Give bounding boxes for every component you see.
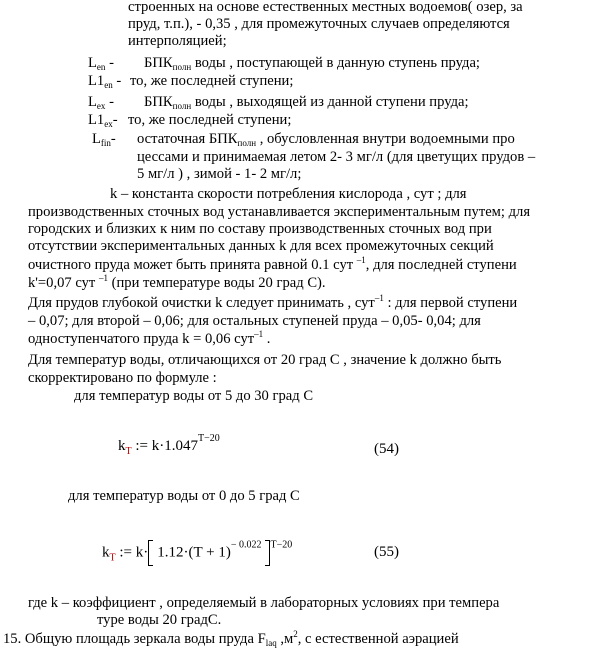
k-def-1: k – константа скорости потребления кислорода , сут ; для (110, 186, 467, 202)
k-def-6a: k'=0,07 сут (28, 275, 99, 291)
def-lfin-symbol: L (92, 131, 101, 147)
deep-1b: : для первой ступени (383, 295, 518, 311)
def-len (88, 55, 114, 71)
formula-54-assign: := (131, 438, 152, 454)
def-lex-desc: воды , выходящей из данной ступени пруда; (191, 94, 469, 110)
def-len-pre: БПК (144, 55, 173, 71)
deep-1-sup: –1 (374, 293, 384, 303)
formula-54-lhs: k (118, 438, 126, 454)
def-lfin (92, 131, 116, 147)
item-15 (3, 631, 459, 647)
where-1: где k – коэффициент , определяемый в лабораторных условиях при темпера (28, 595, 500, 611)
def-l1ex-text: то, же последней ступени; (128, 112, 292, 128)
def-lex (88, 94, 114, 110)
left-bracket (148, 540, 153, 566)
formula-54-lhs-sub: T (125, 446, 132, 457)
def-len-text (144, 55, 480, 71)
intro-line-3: интерполяцией; (128, 33, 227, 49)
def-l1en-symbol: L1 (88, 73, 105, 89)
def-lfin-desc: , обусловленная внутри водоемными про (256, 131, 515, 147)
lfin-cont-2: 5 мг/л ) , зимой - 1- 2 мг/л; (137, 166, 302, 182)
temp-1: Для температур воды, отличающихся от 20 град С , значение k должно быть (28, 352, 502, 368)
item-15-a: 15. Общую площадь зеркала воды пруда F (3, 631, 266, 647)
k-def-5-sup: –1 (356, 255, 366, 265)
def-l1ex-symbol: L1 (88, 112, 105, 128)
deep-1a: Для прудов глубокой очистки k следует принимать , сут (28, 295, 375, 311)
def-l1en-text: то, же последней ступени; (130, 73, 294, 89)
deep-3-sup: –1 (254, 329, 264, 339)
def-len-dash: - (105, 55, 114, 71)
deep-2: – 0,07; для второй – 0,06; для остальных ступеней пруда – 0,05- 0,04; для (28, 313, 481, 329)
item-15-c: , с естественной аэрацией (297, 631, 459, 647)
def-l1en-sub: en (104, 80, 113, 90)
item-15-sup: 2 (293, 629, 298, 639)
deep-3a: одноступенчатого пруда k = 0,06 сут (28, 331, 255, 347)
formula-55-inner-exp: − 0.022 (230, 539, 262, 551)
temp-range-1: для температур воды от 5 до 30 град С (74, 388, 314, 404)
def-lfin-pre: остаточная БПК (137, 131, 238, 147)
formula-54-rhs: k·1.047 (151, 438, 198, 454)
def-len-symbol: L (88, 55, 97, 71)
formula-55-lhs: k (102, 544, 110, 561)
k-def-4: отсутствии экспериментальных данных k для всех промежуточных секций (28, 238, 494, 254)
formula-55-lhs-sub: T (109, 552, 116, 564)
formula-55-exp: T−20 (270, 539, 293, 551)
formula-54 (118, 433, 220, 457)
k-def-3: городских и близких к ним по составу производственных сточных вод при (28, 221, 492, 237)
formula-55 (102, 540, 292, 566)
k-def-2: производственных сточных вод устанавливается экспериментальным путем; для (28, 204, 531, 220)
where-2: туре воды 20 градС. (97, 612, 222, 628)
deep-1 (28, 295, 517, 311)
def-lex-text (144, 94, 469, 110)
def-lex-sub: ex (96, 101, 106, 111)
intro-line-1: строенных на основе естественных местных водоемов( озер, за (128, 0, 523, 15)
k-def-6 (28, 275, 326, 291)
def-lfin-dash: - (110, 131, 116, 147)
k-def-6-sup: –1 (98, 273, 108, 283)
temp-2: скорректировано по формуле : (28, 370, 217, 386)
def-l1en-dash: - (112, 73, 122, 89)
deep-3b: . (263, 331, 271, 347)
formula-54-exp: T−20 (198, 433, 220, 444)
formula-55-number: (55) (374, 544, 399, 560)
intro-line-2: пруд, т.п.), - 0,35 , для промежуточных случаев определяются (128, 16, 510, 32)
def-l1en (88, 73, 121, 89)
def-l1ex (88, 112, 118, 128)
def-lfin-sub2: полн (237, 138, 257, 148)
lfin-cont-1: цессами и принимаемая летом 2- 3 мг/л (для цветущих прудов – (137, 149, 536, 165)
def-len-sub: en (96, 62, 106, 72)
def-lex-symbol: L (88, 94, 97, 110)
k-def-5b: , для последней ступени (365, 257, 517, 273)
formula-55-inner: 1.12·(T + 1) (157, 544, 231, 561)
def-lex-dash: - (105, 94, 114, 110)
k-def-5a: очистного пруда может быть принята равной 0.1 сут (28, 257, 357, 273)
formula-55-rhs-pre: k· (135, 544, 149, 561)
def-len-desc: воды , поступающей в данную ступень пруда; (191, 55, 480, 71)
def-lfin-sub: fin (100, 138, 111, 148)
formula-54-number: (54) (374, 441, 399, 457)
item-15-sub: laq (265, 638, 277, 648)
def-len-sub2: полн (172, 62, 192, 72)
k-def-6b: (при температуре воды 20 град С). (107, 275, 326, 291)
formula-55-assign: := (115, 544, 136, 561)
k-def-5 (28, 257, 517, 273)
item-15-b: ,м (276, 631, 294, 647)
def-lfin-text (137, 131, 515, 147)
deep-3 (28, 331, 270, 347)
def-l1ex-dash: - (112, 112, 118, 128)
def-lex-sub2: полн (172, 101, 192, 111)
def-lex-pre: БПК (144, 94, 173, 110)
temp-range-2: для температур воды от 0 до 5 град С (68, 488, 300, 504)
def-l1ex-sub: ex (104, 119, 113, 129)
